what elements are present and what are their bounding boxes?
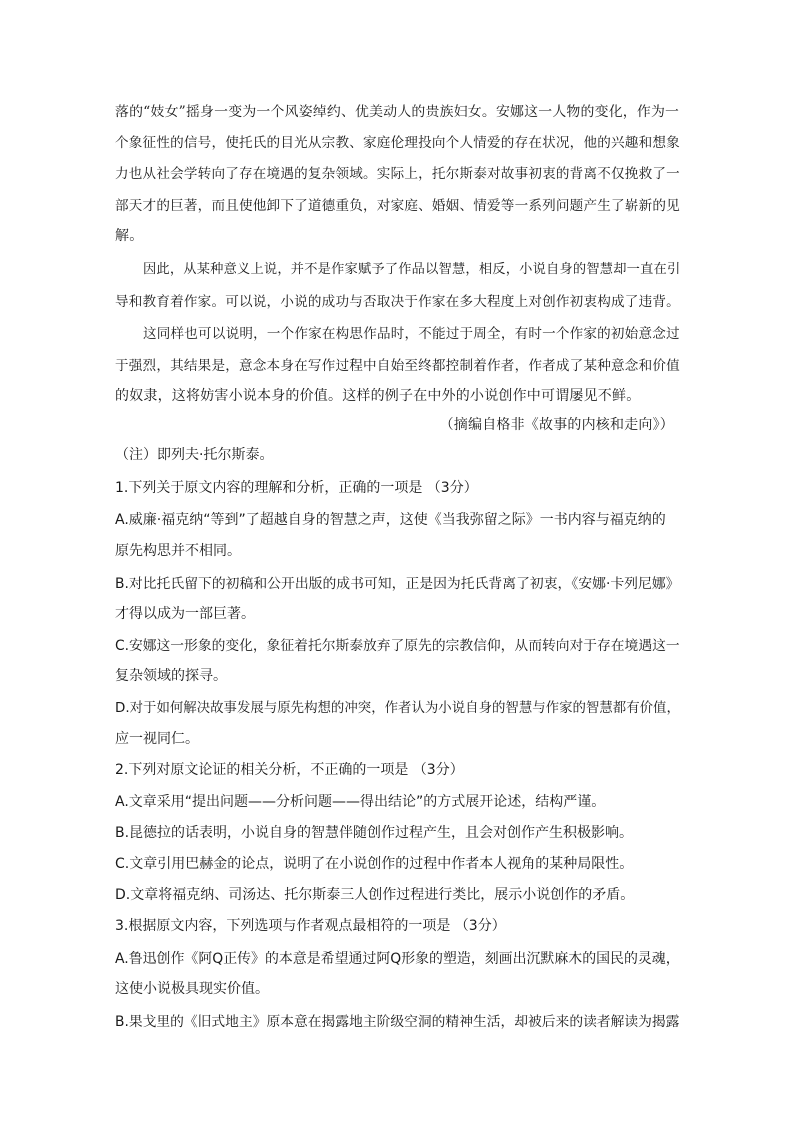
option-b: B.昆德拉的话表明，小说自身的智慧伴随创作过程产生，且会对创作产生积极影响。	[115, 825, 634, 841]
passage-line: 这同样也可以说明，一个作家在构思作品时，不能过于周全，有时一个作家的初始意念过	[143, 326, 680, 342]
option-a-cont: 原先构思并不相同。	[115, 543, 241, 559]
option-c: C.安娜这一形象的变化，象征着托尔斯泰放弃了原先的宗教信仰，从而转向对于存在境遇这一	[115, 638, 680, 654]
passage-line: 个象征性的信号，使托氏的目光从宗教、家庭伦理投向个人情爱的存在状况，他的兴趣和想象	[115, 135, 680, 151]
passage-line: 落的“妓女”摇身一变为一个风姿绰约、优美动人的贵族妇女。安娜这一人物的变化，作为一	[115, 104, 680, 120]
passage-line: 力也从社会学转向了存在境遇的复杂领域。实际上，托尔斯泰对故事初衷的背离不仅挽救了一	[115, 166, 680, 182]
option-a: A.文章采用“提出问题——分析问题——得出结论”的方式展开论述，结构严谨。	[115, 794, 606, 810]
option-a: A.威廉·福克纳“等到”了超越自身的智慧之声，这使《当我弥留之际》一书内容与福克纳的	[115, 512, 666, 528]
option-c-cont: 复杂领域的探寻。	[115, 668, 227, 684]
option-b: B.对比托氏留下的初稿和公开出版的成书可知，正是因为托氏背离了初衷，《安娜·卡列尼娜》	[115, 576, 680, 592]
passage-line: 导和教育着作家。可以说，小说的成功与否取决于作家在多大程度上对创作初衷构成了违背。	[115, 294, 680, 310]
passage-line: 的奴隶，这将妨害小说本身的价值。这样的例子在中外的小说创作中可谓屡见不鲜。	[115, 388, 641, 404]
option-d: D.文章将福克纳、司汤达、托尔斯泰三人创作过程进行类比，展示小说创作的矛盾。	[115, 887, 635, 903]
passage-line: 因此，从某种意义上说，并不是作家赋予了作品以智慧，相反，小说自身的智慧却一直在引	[143, 262, 681, 277]
option-c: C.文章引用巴赫金的论点，说明了在小说创作的过程中作者本人视角的某种局限性。	[115, 856, 634, 872]
passage-line: 解。	[115, 228, 144, 244]
option-d-cont: 应一视同仁。	[115, 731, 199, 747]
footnote: （注）即列夫·托尔斯泰。	[115, 447, 274, 463]
question-stem: 2.下列对原文论证的相关分析，不正确的一项是 （3分）	[115, 762, 464, 778]
option-b-cont: 才得以成为一部巨著。	[115, 606, 255, 622]
source-attribution: （摘编自格非《故事的内核和走向》）	[439, 417, 674, 433]
question-stem: 3.根据原文内容，下列选项与作者观点最相符的一项是 （3分）	[115, 918, 506, 934]
passage-line: 于强烈，其结果是，意念本身在写作过程中自始至终都控制着作者，作者成了某种意念和价值	[115, 358, 680, 374]
option-d: D.对于如何解决故事发展与原先构想的冲突，作者认为小说自身的智慧与作家的智慧都有价值，	[115, 701, 680, 716]
option-a-cont: 这使小说极具现实价值。	[115, 981, 269, 997]
passage-line: 部天才的巨著，而且使他卸下了道德重负，对家庭、婚姻、情爱等一系列问题产生了崭新的见	[115, 198, 680, 214]
option-b: B.果戈里的《旧式地主》原本意在揭露地主阶级空洞的精神生活，却被后来的读者解读为揭露	[115, 1014, 680, 1030]
question-stem: 1.下列关于原文内容的理解和分析，正确的一项是 （3分）	[115, 480, 478, 496]
option-a: A.鲁迅创作《阿Q正传》的本意是希望通过阿Q形象的塑造，刻画出沉默麻木的国民的灵魂，	[115, 951, 680, 967]
